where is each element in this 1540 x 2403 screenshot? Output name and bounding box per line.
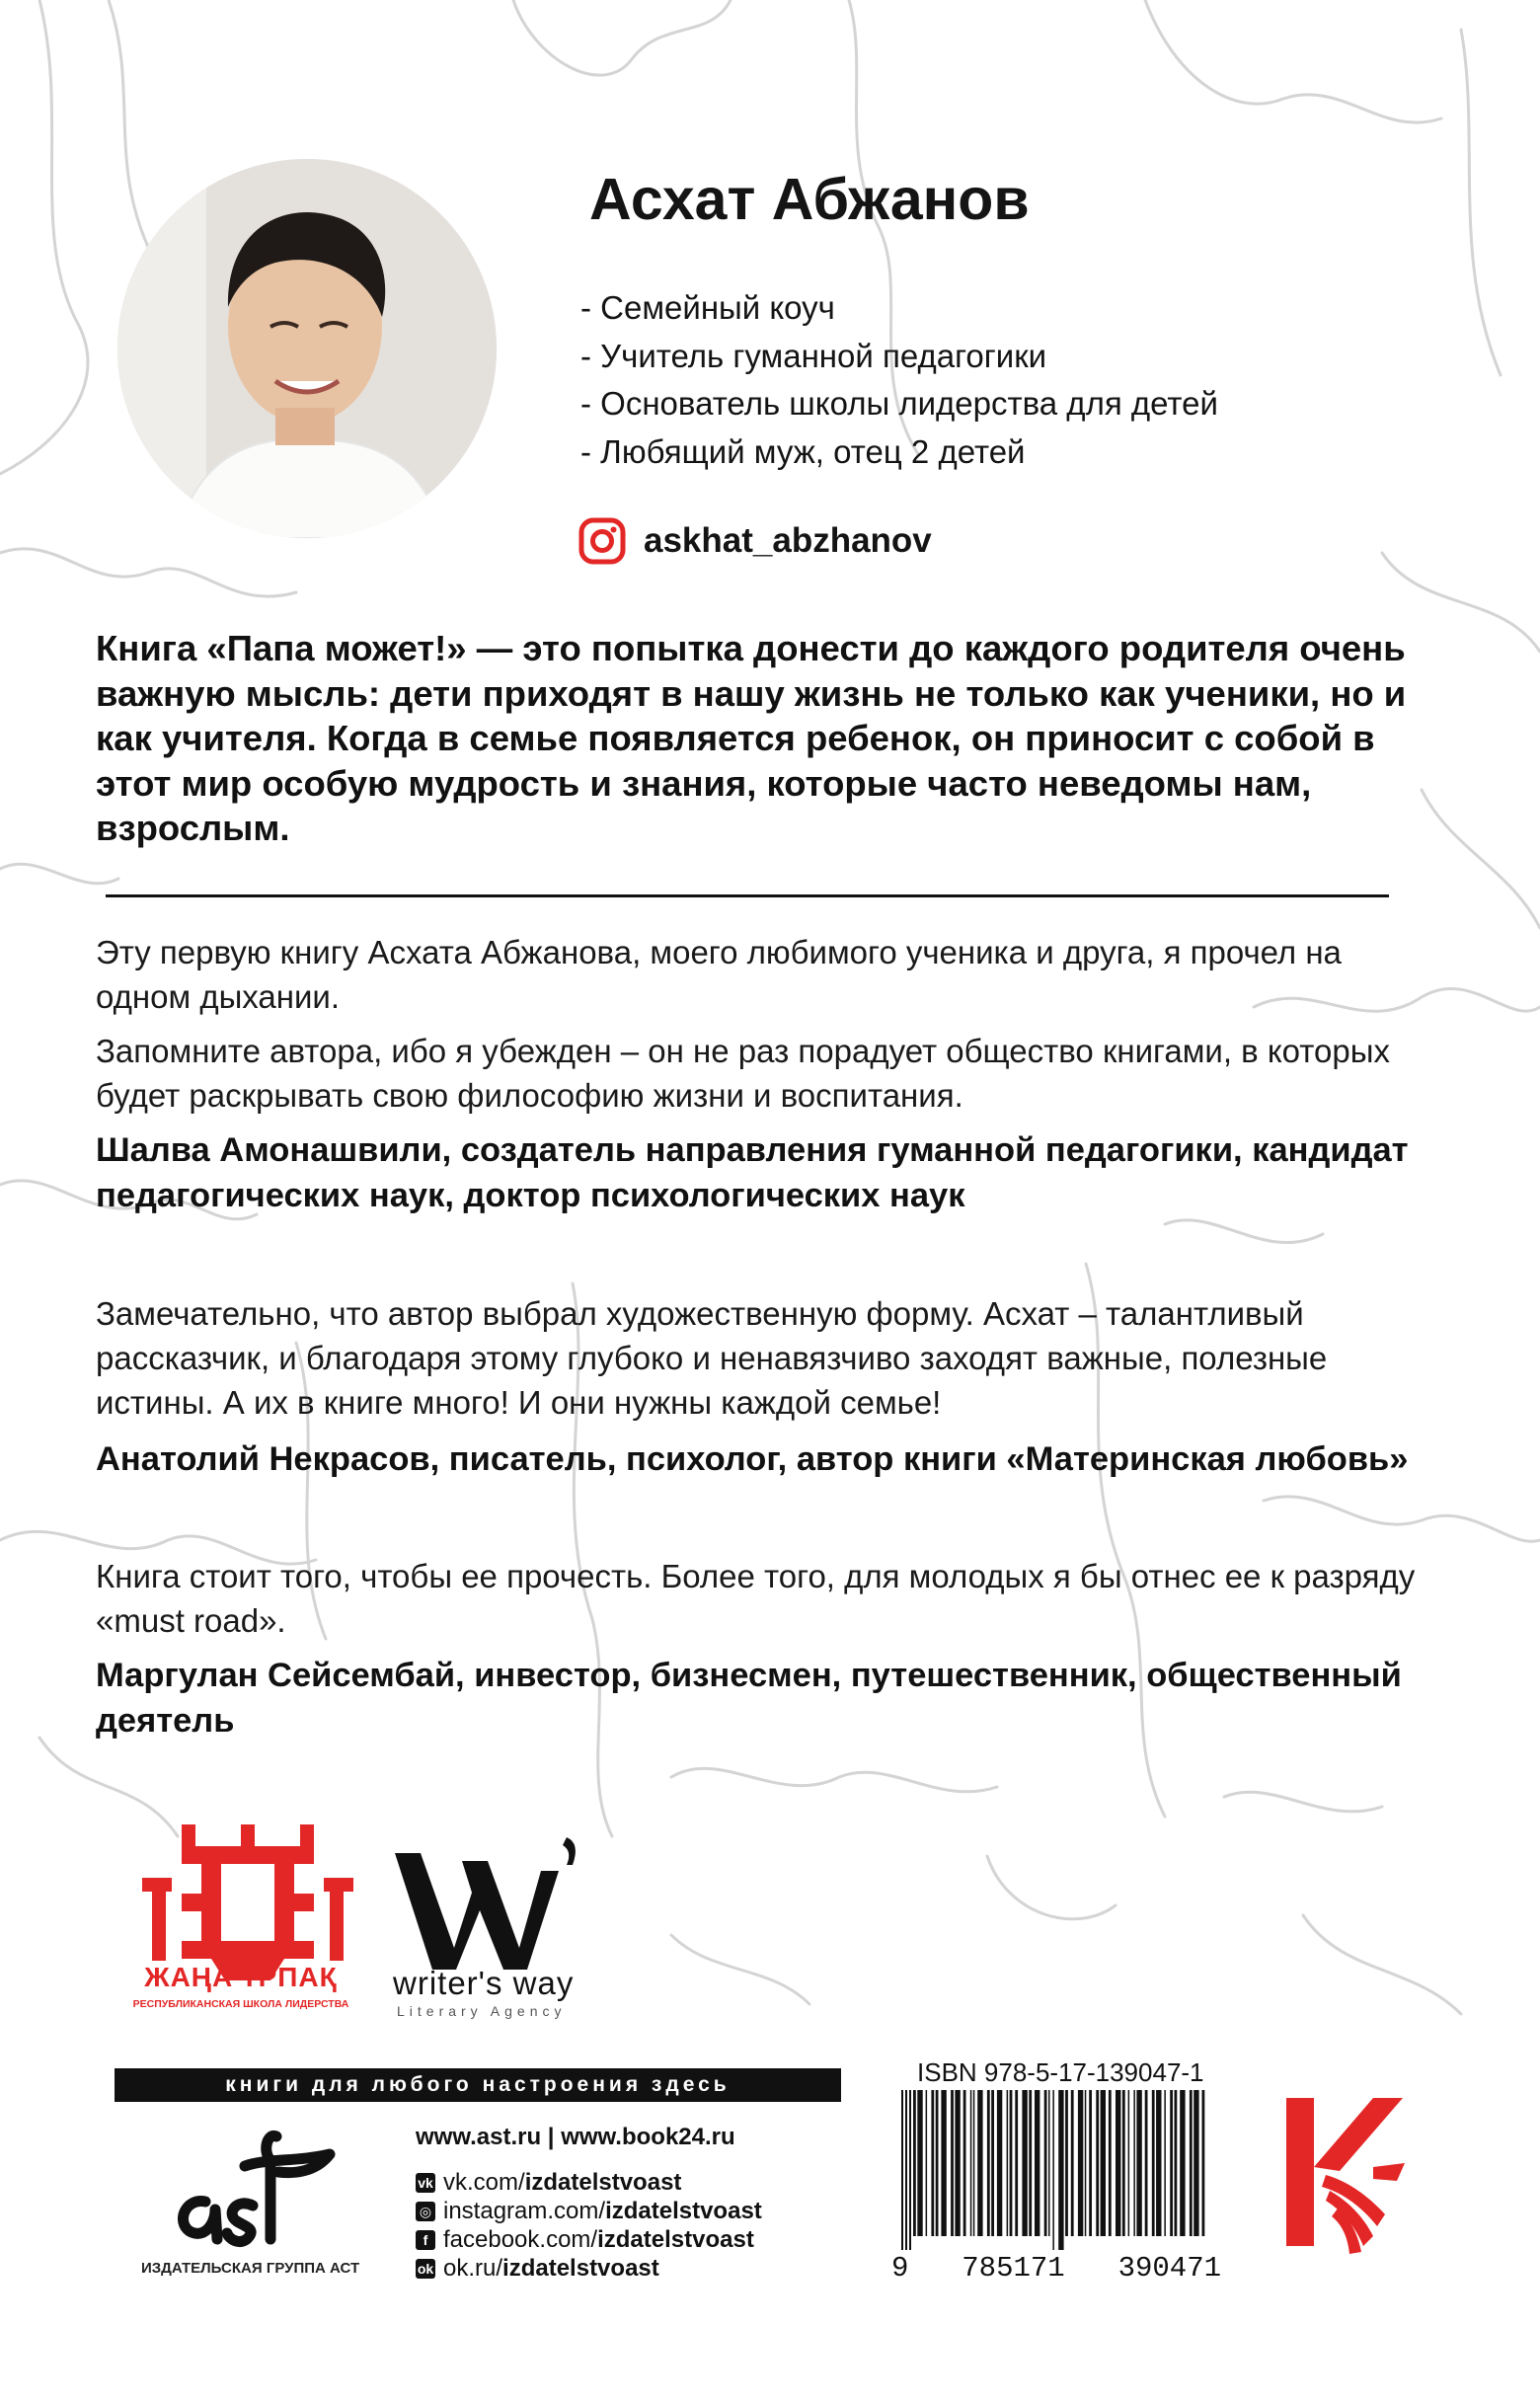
barcode-bar <box>1035 2090 1040 2236</box>
barcode-bar <box>1133 2090 1135 2236</box>
barcode-bar <box>991 2090 994 2236</box>
barcode-bar <box>1029 2090 1032 2236</box>
facebook-icon: f <box>416 2230 435 2250</box>
barcode-digit-group: 390471 <box>1117 2252 1221 2285</box>
social-prefix: vk.com/ <box>443 2169 525 2196</box>
barcode-bar <box>963 2090 966 2236</box>
author-instagram[interactable] <box>578 517 932 565</box>
barcode-bar <box>1071 2090 1074 2236</box>
barcode-bar <box>909 2090 911 2250</box>
social-handle: izdatelstvoast <box>597 2226 754 2253</box>
barcode-bar <box>1058 2090 1063 2250</box>
barcode-bar <box>955 2090 960 2236</box>
instagram-handle: askhat_abzhanov <box>644 521 932 560</box>
social-link-ok[interactable] <box>416 2255 659 2283</box>
zhana-urpak-subtitle: РЕСПУБЛИКАНСКАЯ ШКОЛА ЛИДЕРСТВА <box>132 1998 349 2010</box>
barcode <box>897 2090 1213 2250</box>
barcode-bar <box>997 2090 1002 2236</box>
barcode-bar <box>926 2090 928 2236</box>
barcode-bar <box>1109 2090 1112 2236</box>
barcode-bar <box>1164 2090 1166 2236</box>
review-3-paragraph-1: Книга стоит того, чтобы ее прочесть. Более того, для молодых я бы отнес ее к разряду «must road». <box>96 1558 1416 1639</box>
author-bio-list <box>580 284 1218 476</box>
barcode-bar <box>970 2090 972 2236</box>
barcode-bar <box>931 2090 934 2236</box>
barcode-bar <box>1170 2090 1173 2236</box>
barcode-bar <box>951 2090 954 2236</box>
social-link-instagram[interactable] <box>416 2198 762 2225</box>
isbn: ISBN 978-5-17-139047-1 <box>917 2057 1204 2087</box>
barcode-bar <box>1194 2090 1198 2236</box>
social-prefix: ok.ru/ <box>443 2255 503 2282</box>
barcode-bar <box>1156 2090 1161 2236</box>
social-handle: izdatelstvoast <box>502 2255 659 2282</box>
barcode-digit-group: 9 <box>891 2252 909 2285</box>
social-prefix: facebook.com/ <box>443 2226 598 2253</box>
barcode-bar <box>941 2090 946 2236</box>
instagram-icon <box>578 517 626 565</box>
writers-way-title: writer's way <box>393 1965 575 2001</box>
ast-logo <box>168 2123 338 2253</box>
vk-icon: vk <box>416 2173 435 2193</box>
barcode-bar <box>1022 2090 1027 2236</box>
review-1-attribution: Шалва Амонашвили, создатель направления гуманной педагогики, кандидат педагогических наук, доктор психологических наук <box>96 1131 1409 1214</box>
social-handle: izdatelstvoast <box>605 2198 762 2224</box>
barcode-digits <box>891 2252 1221 2285</box>
ok-icon: ok <box>417 2261 434 2277</box>
ast-caption: ИЗДАТЕЛЬСКАЯ ГРУППА АСТ <box>141 2260 360 2277</box>
barcode-bar <box>1015 2090 1018 2236</box>
social-prefix: instagram.com/ <box>443 2198 606 2224</box>
bio-item: - Основатель школы лидерства для детей <box>580 385 1218 422</box>
barcode-bar <box>905 2090 907 2250</box>
barcode-bar <box>977 2090 982 2236</box>
barcode-bar <box>917 2090 922 2236</box>
barcode-bar <box>1122 2090 1125 2236</box>
barcode-bar <box>1048 2090 1050 2236</box>
writers-way-logo <box>393 1831 590 1975</box>
barcode-bar <box>1065 2090 1068 2236</box>
book-lead-paragraph: Книга «Папа может!» — это попытка донести до каждого родителя очень важную мысль: дети приходят в нашу жизнь не только как ученики, но и как учителя. Когда в семье появляется ребенок, он приносит с собой в этот мир особую мудрость и знания, которые часто неведомы нам, взрослым. <box>96 628 1407 848</box>
barcode-bar <box>1010 2090 1013 2236</box>
barcode-bar <box>1078 2090 1083 2236</box>
barcode-bar <box>1175 2090 1178 2236</box>
k-publisher-logo <box>1278 2098 1411 2254</box>
barcode-bar <box>987 2090 990 2236</box>
review-2-attribution: Анатолий Некрасов, писатель, психолог, автор книги «Материнская любовь» <box>96 1440 1409 1478</box>
barcode-bar <box>1190 2090 1193 2236</box>
barcode-bar <box>1180 2090 1185 2236</box>
barcode-bar <box>1085 2090 1087 2236</box>
websites-link[interactable]: www.ast.ru | www.book24.ru <box>416 2124 735 2150</box>
barcode-bar <box>1052 2090 1054 2250</box>
review-3-attribution: Маргулан Сейсембай, инвестор, бизнесмен, путешественник, общественный деятель <box>96 1657 1402 1740</box>
barcode-bar <box>1145 2090 1148 2236</box>
bio-item: - Любящий муж, отец 2 детей <box>580 432 1026 470</box>
barcode-bar <box>973 2090 975 2236</box>
bio-item: - Учитель гуманной педагогики <box>580 337 1047 374</box>
social-link-vk[interactable] <box>416 2169 681 2197</box>
barcode-bar <box>1152 2090 1155 2236</box>
zhana-urpak-title: ЖАҢА ҰРПАҚ <box>144 1962 338 1992</box>
barcode-bar <box>1136 2090 1141 2236</box>
slogan-banner: книги для любого настроения здесь <box>115 2068 841 2102</box>
social-handle: izdatelstvoast <box>524 2169 682 2196</box>
social-link-facebook[interactable] <box>416 2226 754 2254</box>
barcode-digit-group: 785171 <box>962 2252 1065 2285</box>
barcode-bar <box>1089 2090 1092 2236</box>
barcode-bar <box>1116 2090 1120 2236</box>
review-1-paragraph-2: Запомните автора, ибо я убежден – он не раз порадует общество книгами, в которых будет раскрывать свою философию жизни и воспитания. <box>96 1033 1390 1114</box>
barcode-bar <box>901 2090 903 2250</box>
review-2-paragraph-1: Замечательно, что автор выбрал художественную форму. Асхат – талантливый рассказчик, и благодаря этому глубоко и ненавязчиво заходят важные, полезные истины. А их в книге много! И они нужны каждой семье! <box>96 1295 1328 1421</box>
instagram-icon: ◎ <box>416 2202 435 2221</box>
barcode-bar <box>936 2090 939 2236</box>
barcode-bar <box>1044 2090 1047 2236</box>
author-name: Асхат Абжанов <box>589 167 1030 232</box>
barcode-bar <box>913 2090 916 2236</box>
barcode-bar <box>1096 2090 1099 2236</box>
barcode-bar <box>1128 2090 1130 2236</box>
divider <box>106 894 1389 897</box>
author-photo <box>117 159 497 538</box>
author-portrait-illustration <box>117 159 497 538</box>
barcode-bar <box>1007 2090 1009 2236</box>
bio-item: - Семейный коуч <box>580 289 835 326</box>
barcode-bar <box>1202 2090 1205 2236</box>
review-1-paragraph-1: Эту первую книгу Асхата Абжанова, моего любимого ученика и друга, я прочел на одном дыхании. <box>96 934 1342 1015</box>
writers-way-subtitle: Literary Agency <box>397 2003 567 2019</box>
barcode-bar <box>1101 2090 1106 2236</box>
